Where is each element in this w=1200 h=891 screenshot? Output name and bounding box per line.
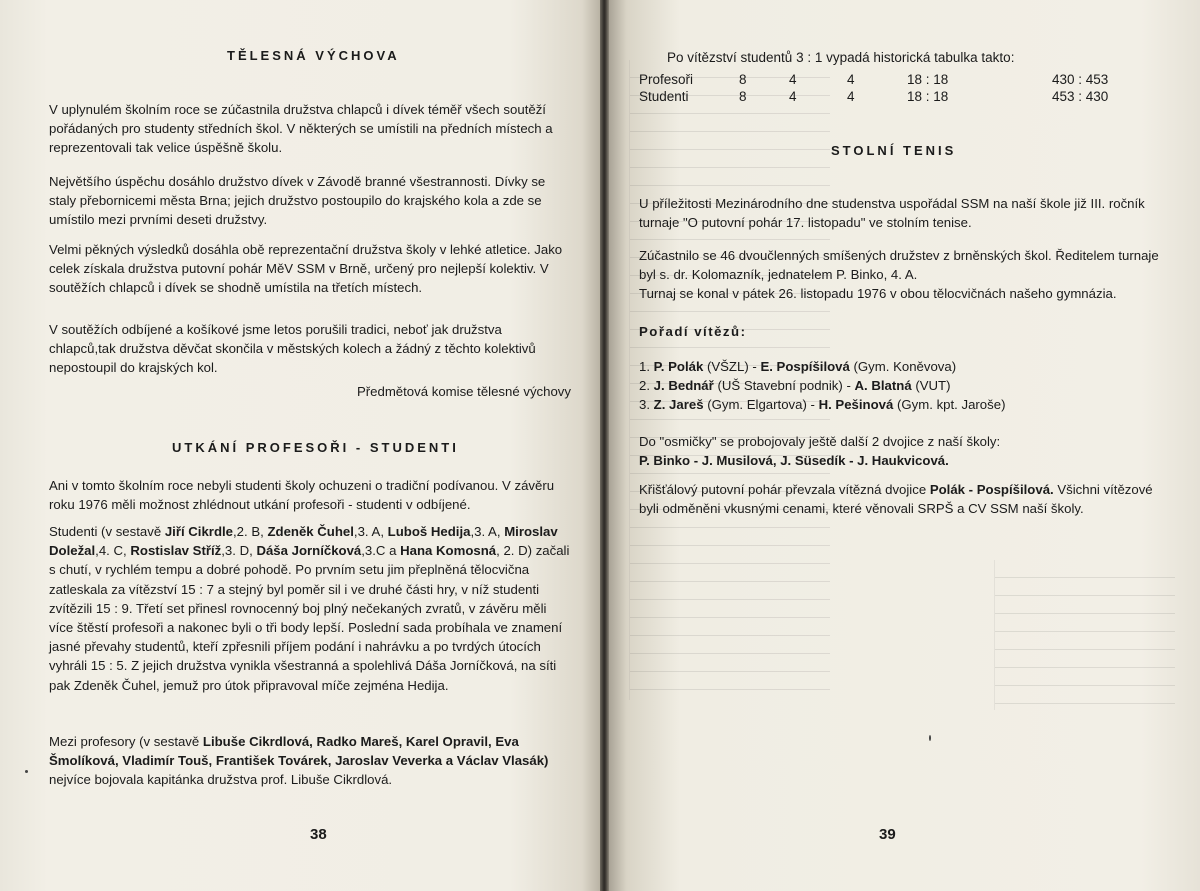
player-name: Rostislav Stříž <box>130 543 222 559</box>
winner-name: P. Polák <box>653 359 704 374</box>
paragraph: Velmi pěkných výsledků dosáhla obě reprezentační družstva školy v lehké atletice. Jako celek získala družstva putovní pohár MěV SSM v Brně, určený pro nejlepší kolektiv. V soutěžích chlapců i dívek se shodně umístila na třetích místech. <box>49 242 563 296</box>
paragraph-professors <box>49 732 571 790</box>
text: Mezi profesory (v sestavě <box>49 734 203 749</box>
winner-name: E. Pospíšilová <box>760 359 850 374</box>
rank: 2. <box>639 378 650 393</box>
cell-points: 453 : 430 <box>1052 89 1109 104</box>
print-speck <box>929 735 931 741</box>
player-name: Jiří Cikrdle <box>164 524 233 539</box>
paragraph: V uplynulém školním roce se zúčastnila družstva chlapců i dívek téměř všech soutěží pořádaných pro studenty středních škol. V některých se umístili na předních místech a reprezentovali tak velice úspěšně školu. <box>49 102 553 156</box>
text: , 2. D) začali s chutí, v rychlém tempu a dobré pohodě. Po prvním setu jim přeplněná tělocvična zatleskala za vítězství 15 : 7 a stejný byl poměr sil i ve druhé části hry, v níž studenti zvítězili 15 : 9. Třetí set přinesl rovnocenný boj plný nečekaných zvratů, v závěru měli více štěstí profesoři a nakonec byli o tři body lepší. Poslední sada probíhala ve znamení jasné převahy studentů, kteří zpřesnili příjem podání i nahrávku a po tvrdých útocích vyhráli 15 : 5. Z jejich družstva vynikla všestranná a spolehlivá Dáša Jorníčková, na síti pak Zdeněk Čuhel, jemuž pro útok připravoval míče zejména Hedija. <box>49 543 570 693</box>
team-name: Profesoři <box>639 72 694 87</box>
winner-name: A. Blatná <box>854 378 912 393</box>
team-name: Studenti <box>639 89 689 104</box>
text: nejvíce bojovala kapitánka družstva prof. Libuše Cikrdlová. <box>49 772 393 788</box>
winner-name: J. Bednář <box>653 378 714 393</box>
table-row <box>639 71 1108 88</box>
winner-pair: Polák - Pospíšilová. <box>929 482 1054 497</box>
text: Všichni vítězové byli odměněni vkusnými cenami, které věnovali SRPŠ a CV SSM naší školy. <box>639 482 1153 517</box>
cell-games: 8 <box>739 89 747 104</box>
paragraph: V soutěžích odbíjené a košíkové jsme letos porušili tradici, neboť jak družstva chlapců,tak družstva děvčat skončila v městských kolech a žádný z těchto kolektivů nepostoupil do krajských kol. <box>49 322 536 376</box>
cell-losses: 4 <box>847 72 855 87</box>
cell-sets: 18 : 18 <box>907 72 949 87</box>
paragraph: Největšího úspěchu dosáhlo družstvo dívek v Závodě branné všestrannosti. Dívky se staly přebornicemi města Brna; jejich družstvo postoupilo do krajského kola a zde se umístilo mezi prvními deseti družstvy. <box>49 174 546 228</box>
page-number: 38 <box>310 826 327 843</box>
paragraph-trophy <box>639 480 1174 518</box>
text: (Gym. Koněvova) <box>849 359 957 374</box>
text: ,3. A, <box>470 524 505 539</box>
book-gutter <box>600 0 609 891</box>
text: ,2. B, <box>233 524 268 539</box>
player-name: Miroslav Doležal <box>49 524 558 559</box>
show-through-shadow <box>994 560 1175 710</box>
text: (VUT) <box>911 378 951 393</box>
text: (VŠZL) - <box>703 359 761 374</box>
text: (UŠ Stavební podnik) - <box>713 378 855 393</box>
result-row <box>639 395 1179 414</box>
table-intro: Po vítězství studentů 3 : 1 vypadá historická tabulka takto: <box>667 50 1015 65</box>
text: ,3. A, <box>353 524 388 539</box>
cell-sets: 18 : 18 <box>907 89 949 104</box>
paragraph: Zúčastnilo se 46 dvoučlenných smíšených družstev z brněnských škol. Ředitelem turnaje byl s. dr. Kolomazník, jednatelem P. Binko, 4. A. <box>639 248 1159 283</box>
heading-table-tennis: STOLNÍ TENIS <box>831 143 957 158</box>
right-page <box>609 0 1200 891</box>
cell-games: 8 <box>739 72 747 87</box>
paragraph: Turnaj se konal v pátek 26. listopadu 1976 v obou tělocvičnách našeho gymnázia. <box>639 286 1117 301</box>
text: (Gym. Elgartova) - <box>703 397 819 412</box>
text: Studenti (v sestavě <box>49 524 165 539</box>
paragraph: Ani v tomto školním roce nebyli studenti školy ochuzeni o tradiční podívanou. V závěru roku 1976 měli možnost zhlédnout utkání profesoři - studenti v odbíjené. <box>49 478 555 513</box>
winner-name: H. Pešinová <box>818 397 894 412</box>
result-row <box>639 357 1179 376</box>
text: (Gym. kpt. Jaroše) <box>893 397 1006 412</box>
player-name: Hana Komosná <box>400 543 497 559</box>
rank: 1. <box>639 359 650 374</box>
print-speck <box>25 770 28 773</box>
paragraph-eighth <box>639 432 1179 470</box>
player-name: Luboš Hedija <box>387 524 471 539</box>
cell-losses: 4 <box>847 89 855 104</box>
table-row <box>639 88 1108 105</box>
page-number: 39 <box>879 826 896 843</box>
results-heading: Pořadí vítězů: <box>639 324 747 339</box>
paragraph-students <box>49 522 571 695</box>
winner-name: Z. Jareš <box>653 397 704 412</box>
player-name: Dáša Jorníčková <box>256 543 362 559</box>
text: ,3.C a <box>361 543 401 559</box>
text: Do "osmičky" se probojovaly ještě další 2 dvojice z naší školy: <box>639 434 1001 449</box>
cell-wins: 4 <box>789 89 797 104</box>
text: Křišťálový putovní pohár převzala vítězná dvojice <box>639 482 930 497</box>
history-table <box>639 71 1108 105</box>
cell-points: 430 : 453 <box>1052 72 1109 87</box>
pair-names: P. Binko - J. Musilová, J. Süsedík - J. Haukvicová. <box>639 453 949 469</box>
rank: 3. <box>639 397 650 412</box>
paragraph: U příležitosti Mezinárodního dne studenstva uspořádal SSM na naší škole již III. ročník turnaje "O putovní pohár 17. listopadu" ve stolním tenise. <box>639 196 1145 231</box>
result-row <box>639 376 1179 395</box>
text: ,3. D, <box>221 543 257 559</box>
player-name: Zdeněk Čuhel <box>267 524 354 539</box>
professor-names: Libuše Cikrdlová, Radko Mareš, Karel Opravil, Eva Šmolíková, Vladimír Touš, František Továrek, Jaroslav Veverka a Václav Vlasák) <box>49 734 549 769</box>
heading-physical-education: TĚLESNÁ VÝCHOVA <box>227 48 400 63</box>
cell-wins: 4 <box>789 72 797 87</box>
text: ,4. C, <box>95 543 131 559</box>
signature: Předmětová komise tělesné výchovy <box>356 384 571 399</box>
heading-match: UTKÁNÍ PROFESOŘI - STUDENTI <box>172 440 459 455</box>
